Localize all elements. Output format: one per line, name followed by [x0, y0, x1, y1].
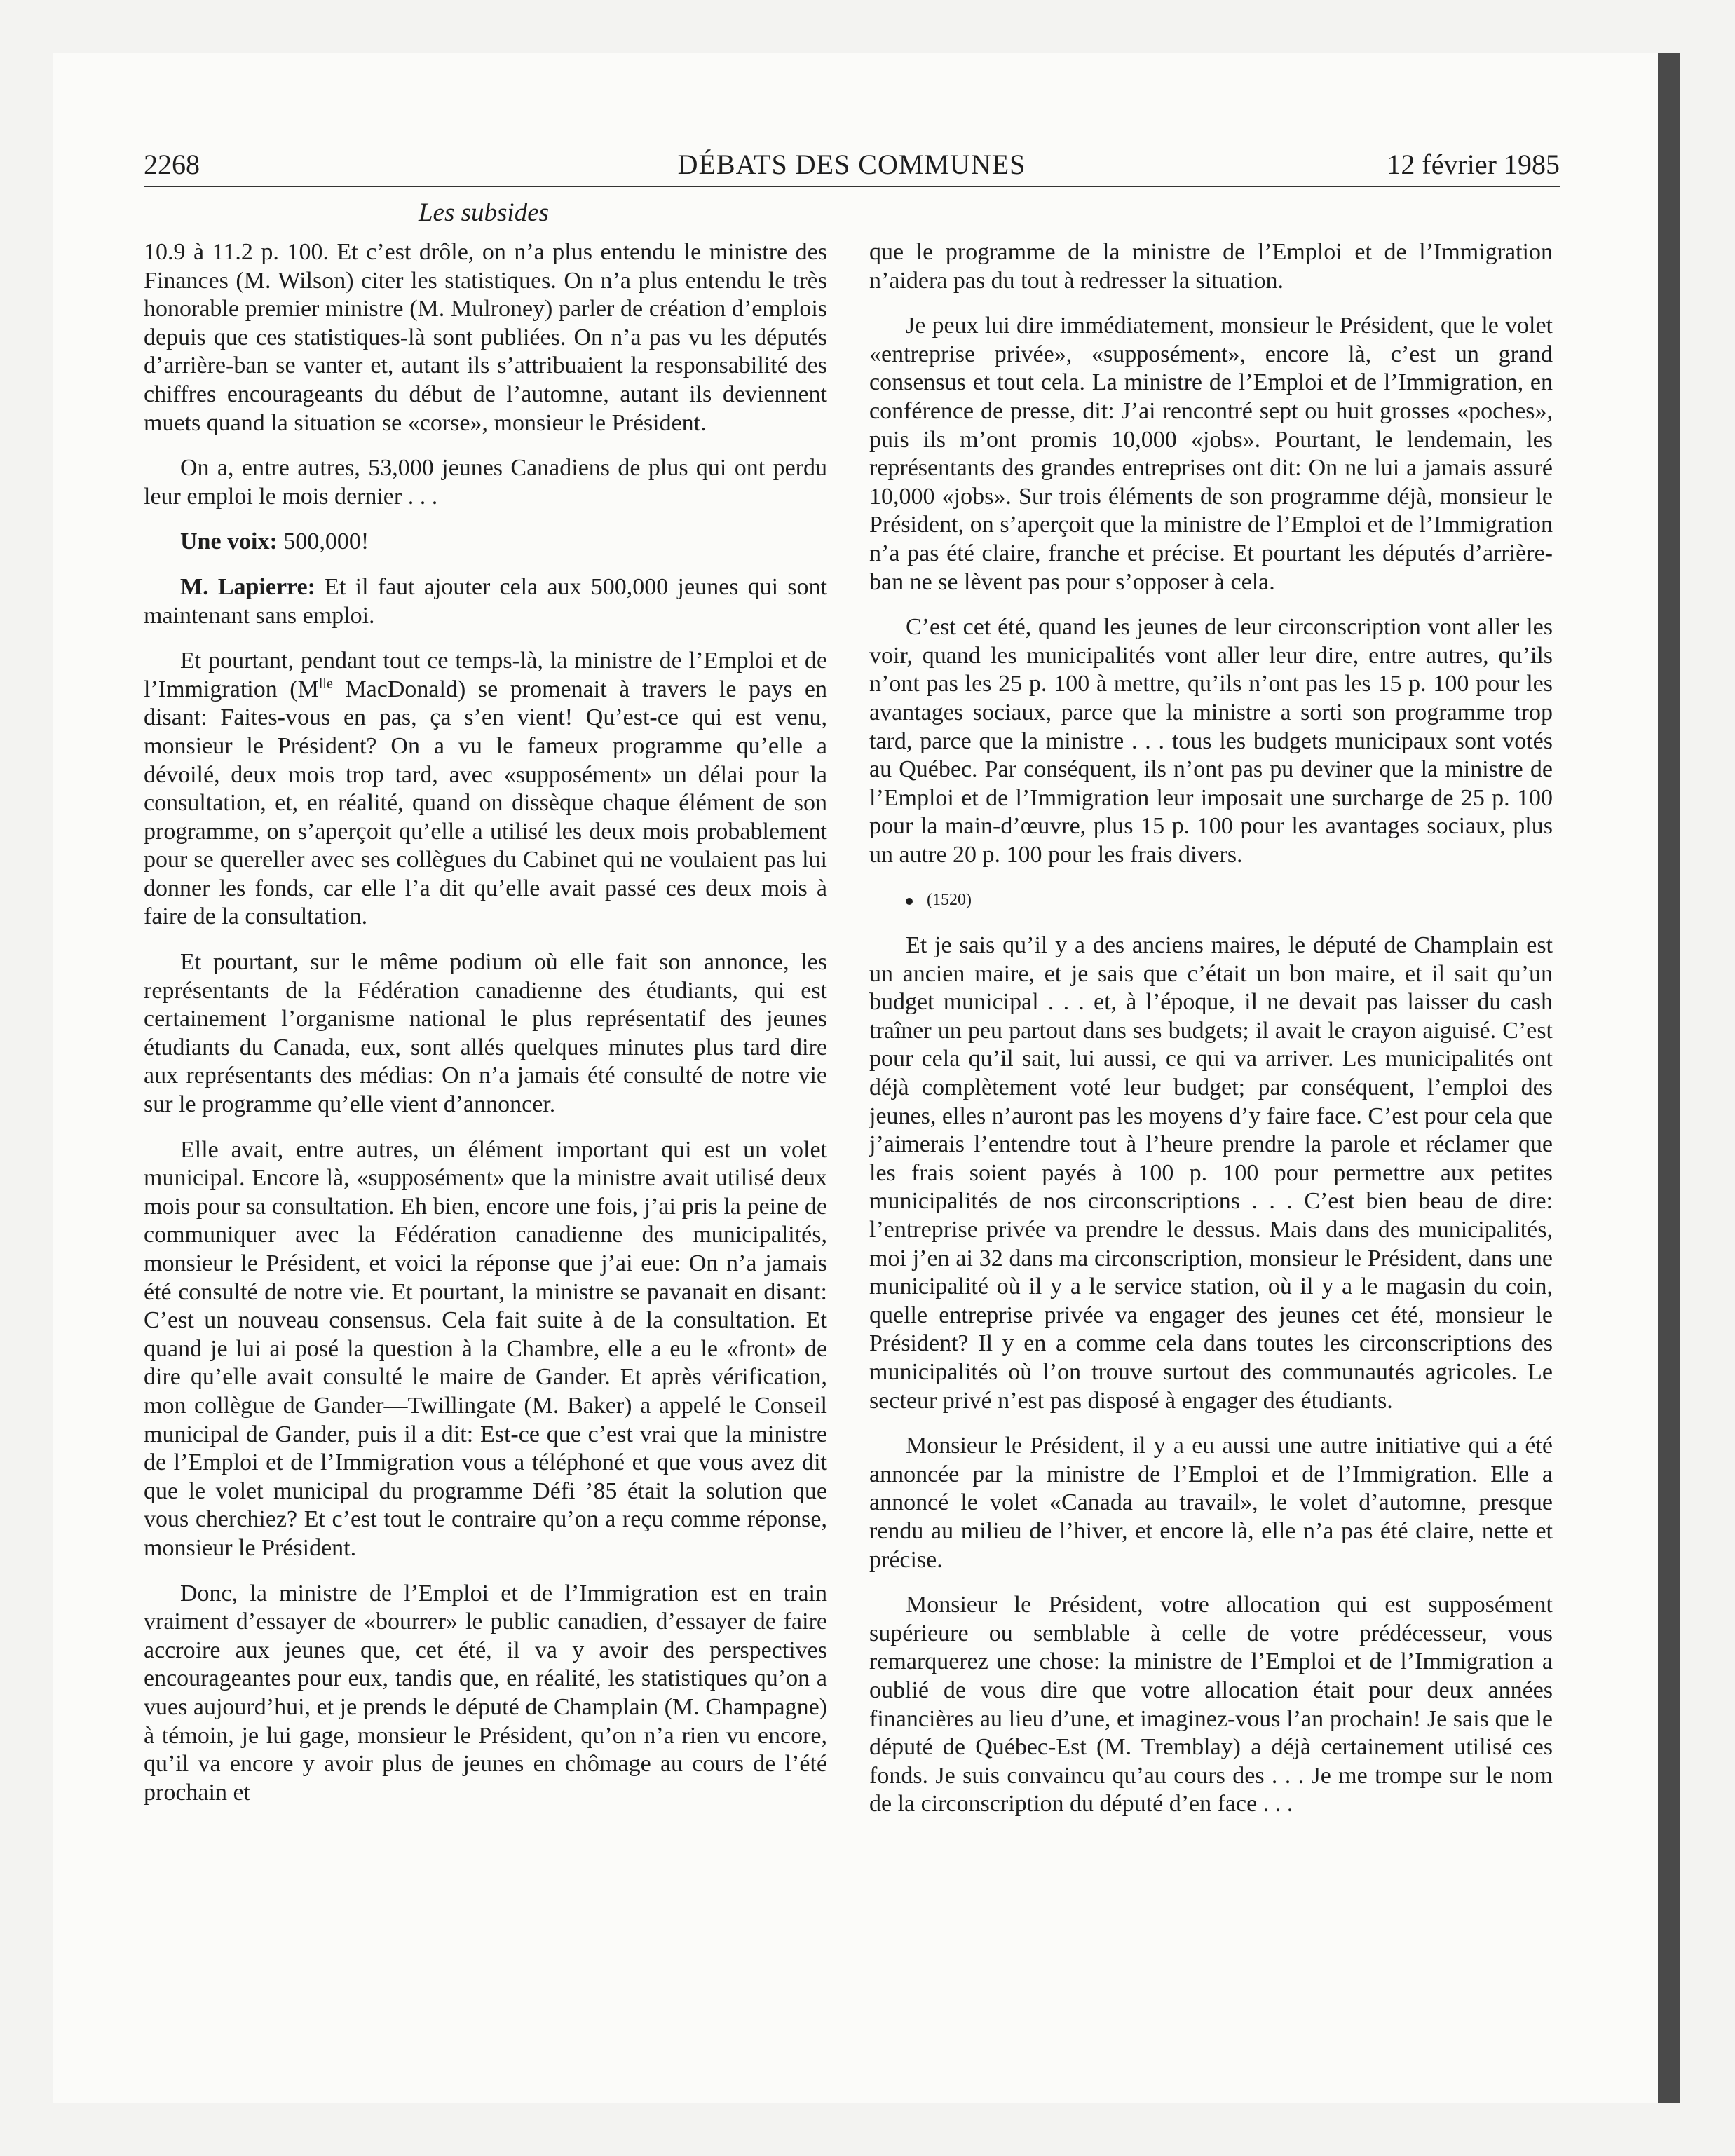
speaker-name: M. Lapierre: [180, 573, 315, 600]
bullet-icon [906, 898, 913, 905]
time-marker-text: (1520) [927, 891, 972, 910]
paragraph [144, 647, 827, 932]
paragraph: Monsieur le Président, il y a eu aussi une autre initiative qui a été annoncée par la ministre de l’Emploi et de l’Immigration. Elle a annoncé le volet «Canada au travail», le volet d’automne, presque rendu au milieu de l’hiver, et encore là, elle n’a pas été claire, nette et précise. [869, 1433, 1553, 1573]
speech-text: Et il faut ajouter cela aux 500,000 jeunes qui sont maintenant sans emploi. [144, 573, 827, 629]
paragraph: Et je sais qu’il y a des anciens maires, le député de Champlain est un ancien maire, et je sais que c’était un bon maire, et il sait qu’un budget municipal . . . et, à l’époque, il ne devait pas laisser du cash traîner un peu partout dans ses budgets; il avait le crayon aiguisé. C’est pour cela qu’il sait, lui aussi, ce qui va arriver. Les municipalités ont déjà complètement voté leur budget; par conséquent, l’emploi des jeunes, elles n’auront pas les moyens d’y faire face. C’est pour cela que j’aimerais l’entendre tout à l’heure prendre la parole et réclamer que les frais soient payés à 100 p. 100 pour permettre aux petites municipalités de nos circonscriptions . . . C’est bien beau de dire: l’entreprise privée va prendre le dessus. Mais dans des municipalités, moi j’en ai 32 dans ma circonscription, monsieur le Président, dans une municipalité où il y a le service station, où il y a le magasin du coin, quelle entreprise privée va engager des jeunes cet été, monsieur le Président? Il y en a comme cela dans toutes les circonscriptions des municipalités où l’on trouve surtout des communautés agricoles. Le secteur privé n’est pas disposé à engager des étudiants. [869, 932, 1553, 1414]
paragraph: Je peux lui dire immédiatement, monsieur le Président, que le volet «entreprise privée», «supposément», encore là, c’est un grand consensus et tout cela. La ministre de l’Emploi et de l’Immigration, en conférence de presse, dit: J’ai rencontré sept ou huit grosses «poches», puis ils m’ont promis 10,000 «jobs». Pourtant, le lendemain, les représentants des grandes entreprises ont dit: On ne lui a jamais assuré 10,000 «jobs». Sur trois éléments de son programme déjà, monsieur le Président, on s’aperçoit que la ministre de l’Emploi et de l’Immigration n’a pas été claire, franche et précise. Et pourtant les députés d’arrière-ban ne se lèvent pas pour s’opposer à cela. [869, 313, 1553, 595]
right-column [869, 238, 1553, 1836]
paragraph: Monsieur le Président, votre allocation qui est supposément supérieure ou semblable à celle de votre prédécesseur, vous remarquerez une chose: la ministre de l’Emploi et de l’Immigration a oublié de vous dire que votre allocation était pour deux années financières au lieu d’une, et imaginez-vous l’an prochain! Je sais que le député de Québec-Est (M. Tremblay) a déjà certainement utilisé ces fonds. Je suis convaincu qu’au cours des . . . Je me trompe sur le nom de la circonscription du député d’en face . . . [869, 1592, 1553, 1817]
page-header [144, 146, 1560, 185]
section-title: Les subsides [418, 198, 550, 227]
scan-edge-bar [1658, 53, 1680, 2103]
paragraph: Elle avait, entre autres, un élément important qui est un volet municipal. Encore là, «supposément» que la ministre avait utilisé deux mois pour sa consultation. Eh bien, encore une fois, j’ai pris la peine de communiquer avec la Fédération canadienne des municipalités, monsieur le Président, et voici la réponse que j’ai eue: On n’a jamais été consulté de notre vie. Et pourtant, la ministre se pavanait en disant: C’est un nouveau consensus. Cela fait suite à de la consultation. Et quand je lui ai posé la question à la Chambre, elle a eu le «front» de dire qu’elle avait consulté le maire de Gander. Et après vérification, mon collègue de Gander—Twillingate (M. Baker) a appelé le Conseil municipal de Gander, puis il a dit: Est-ce que c’est vrai que la ministre de l’Emploi et de l’Immigration vous a téléphoné et que vous avez dit que le volet municipal du programme Défi ’85 était la solution que vous cherchiez? Et c’est tout le contraire qu’on a reçu comme réponse, monsieur le Président. [144, 1136, 827, 1561]
time-marker [869, 886, 1553, 915]
speech-text: Et pourtant, pendant tout ce temps-là, la ministre de l’Emploi et de l’Immigration (M [144, 648, 827, 702]
left-column [144, 238, 827, 1824]
journal-title: DÉBATS DES COMMUNES [677, 149, 1026, 180]
page-number: 2268 [144, 149, 200, 180]
paragraph: C’est cet été, quand les jeunes de leur circonscription vont aller les voir, quand les municipalités vont aller leur dire, entre autres, qu’ils n’ont pas les 25 p. 100 à mettre, qu’ils n’ont pas les 15 p. 100 pour les avantages sociaux, parce que la ministre a sorti son programme trop tard, parce que la ministre . . . tous les budgets municipaux sont votés au Québec. Par conséquent, ils n’ont pas pu deviner que la ministre de l’Emploi et de l’Immigration leur imposait une surcharge de 25 p. 100 pour la main-d’œuvre, plus 15 p. 100 pour les avantages sociaux, plus un autre 20 p. 100 pour les frais divers. [869, 614, 1553, 868]
issue-date: 12 février 1985 [1387, 149, 1560, 180]
superscript: lle [318, 676, 333, 692]
speech-text: MacDonald) se promenait à travers le pays en disant: Faites-vous en pas, ça s’en vient! Qu’est-ce qui est venu, monsieur le Président? On a vu le fameux programme qu’elle a dévoilé, deux mois trop tard, avec «supposément» un délai pour la consultation, et, en réalité, quand on dissèque chaque élément de son programme, on s’aperçoit qu’elle a utilisé les deux mois probablement pour se quereller avec ses collègues du Cabinet qui ne voulaient pas lui donner les fonds, car elle l’a dit qu’elle avait passé ces deux mois à faire de la consultation. [144, 676, 827, 930]
header-rule [144, 186, 1560, 187]
paragraph [144, 573, 827, 630]
paragraph: On a, entre autres, 53,000 jeunes Canadiens de plus qui ont perdu leur emploi le mois dernier . . . [144, 455, 827, 510]
paragraph: que le programme de la ministre de l’Emploi et de l’Immigration n’aidera pas du tout à redresser la situation. [869, 239, 1553, 294]
paragraph: Et pourtant, sur le même podium où elle fait son annonce, les représentants de la Fédération canadienne des étudiants, qui est certainement l’organisme national le plus représentatif des jeunes étudiants du Canada, eux, sont allés quelques minutes plus tard dire aux représentants des médias: On n’a jamais été consulté de notre vie sur le programme qu’elle vient d’annoncer. [144, 949, 827, 1118]
paragraph: 10.9 à 11.2 p. 100. Et c’est drôle, on n’a plus entendu le ministre des Finances (M. Wilson) citer les statistiques. On n’a plus entendu le très honorable premier ministre (M. Mulroney) parler de création d’emplois depuis que ces statistiques-là sont publiées. On n’a pas vu les députés d’arrière-ban se vanter et, autant ils s’attribuaient la responsabilité des chiffres encourageants du début de l’automne, autant ils deviennent muets quand la situation se «corse», monsieur le Président. [144, 239, 827, 436]
speech-text: 500,000! [277, 528, 369, 555]
paragraph: Donc, la ministre de l’Emploi et de l’Immigration est en train vraiment d’essayer de «bourrer» le public canadien, d’essayer de faire accroire aux jeunes que, cet été, il va y avoir des perspectives encourageantes pour eux, tandis que, en réalité, les statistiques qu’on a vues aujourd’hui, et je prends le député de Champlain (M. Champagne) à témoin, je lui gage, monsieur le Président, qu’on n’a rien vu encore, qu’il va encore y avoir plus de jeunes en chômage au cours de l’été prochain et [144, 1580, 827, 1806]
speaker-name: Une voix: [180, 528, 278, 555]
paragraph [144, 528, 827, 557]
